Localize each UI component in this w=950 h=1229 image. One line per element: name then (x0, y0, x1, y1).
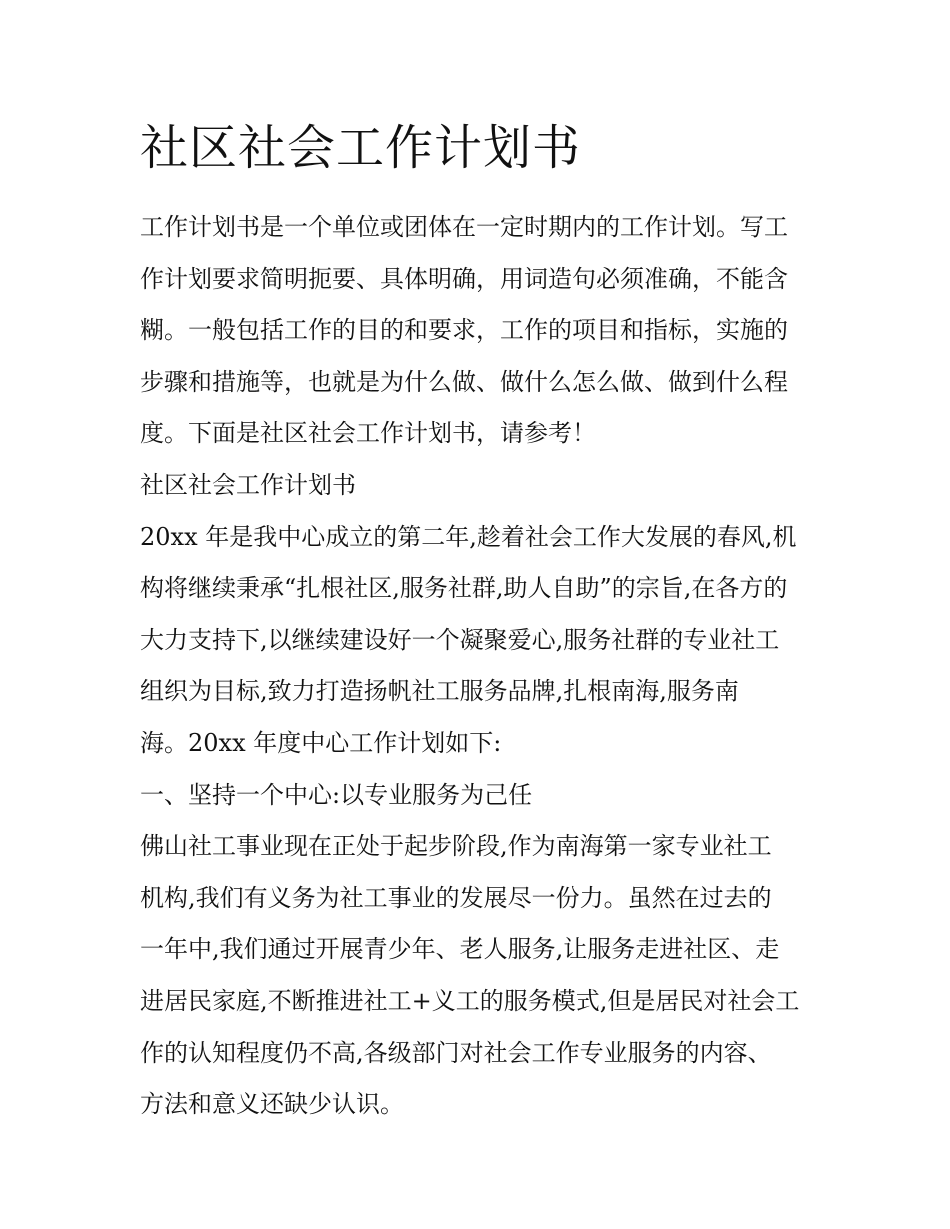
body-line-3: 糊。一般包括工作的目的和要求，工作的项目和指标，实施的 (140, 316, 788, 345)
body-line-4: 步骤和措施等，也就是为什么做、做什么怎么做、做到什么程 (140, 367, 788, 396)
body-line-13: 佛山社工事业现在正处于起步阶段,作为南海第一家专业社工 (140, 832, 772, 861)
body-line-15: 一年中,我们通过开展青少年、老人服务,让服务走进社区、走 (140, 935, 780, 964)
section-heading: 社区社会工作计划书 (140, 470, 356, 499)
body-line-11: 海。20xx 年度中心工作计划如下: (140, 728, 502, 757)
body-line-16: 进居民家庭,不断推进社工+义工的服务模式,但是居民对社会工 (140, 986, 800, 1015)
document-title: 社区社会工作计划书 (140, 120, 582, 176)
body-line-10: 组织为目标,致力打造扬帆社工服务品牌,扎根南海,服务南 (140, 677, 739, 706)
body-line-1: 工作计划书是一个单位或团体在一定时期内的工作计划。写工 (140, 213, 788, 241)
body-line-2: 作计划要求简明扼要、具体明确，用词造句必须准确，不能含 (140, 264, 788, 293)
body-line-5: 度。下面是社区社会工作计划书，请参考！ (140, 419, 596, 448)
body-line-17: 作的认知程度仍不高,各级部门对社会工作专业服务的内容、 (140, 1038, 772, 1067)
body-line-14: 机构,我们有义务为社工事业的发展尽一份力。虽然在过去的 (140, 883, 772, 912)
document-page (140, 112, 812, 1131)
body-line-7: 20xx 年是我中心成立的第二年,趁着社会工作大发展的春风,机 (140, 522, 797, 551)
subsection-heading: 一、坚持一个中心:以专业服务为己任 (140, 780, 533, 809)
document-body (140, 202, 812, 1131)
body-line-18: 方法和意义还缺少认识。 (140, 1090, 404, 1119)
body-line-9: 大力支持下,以继续建设好一个凝聚爱心,服务社群的专业社工 (140, 625, 780, 654)
body-line-8: 构将继续秉承“扎根社区,服务社群,助人自助”的宗旨,在各方的 (140, 574, 788, 603)
